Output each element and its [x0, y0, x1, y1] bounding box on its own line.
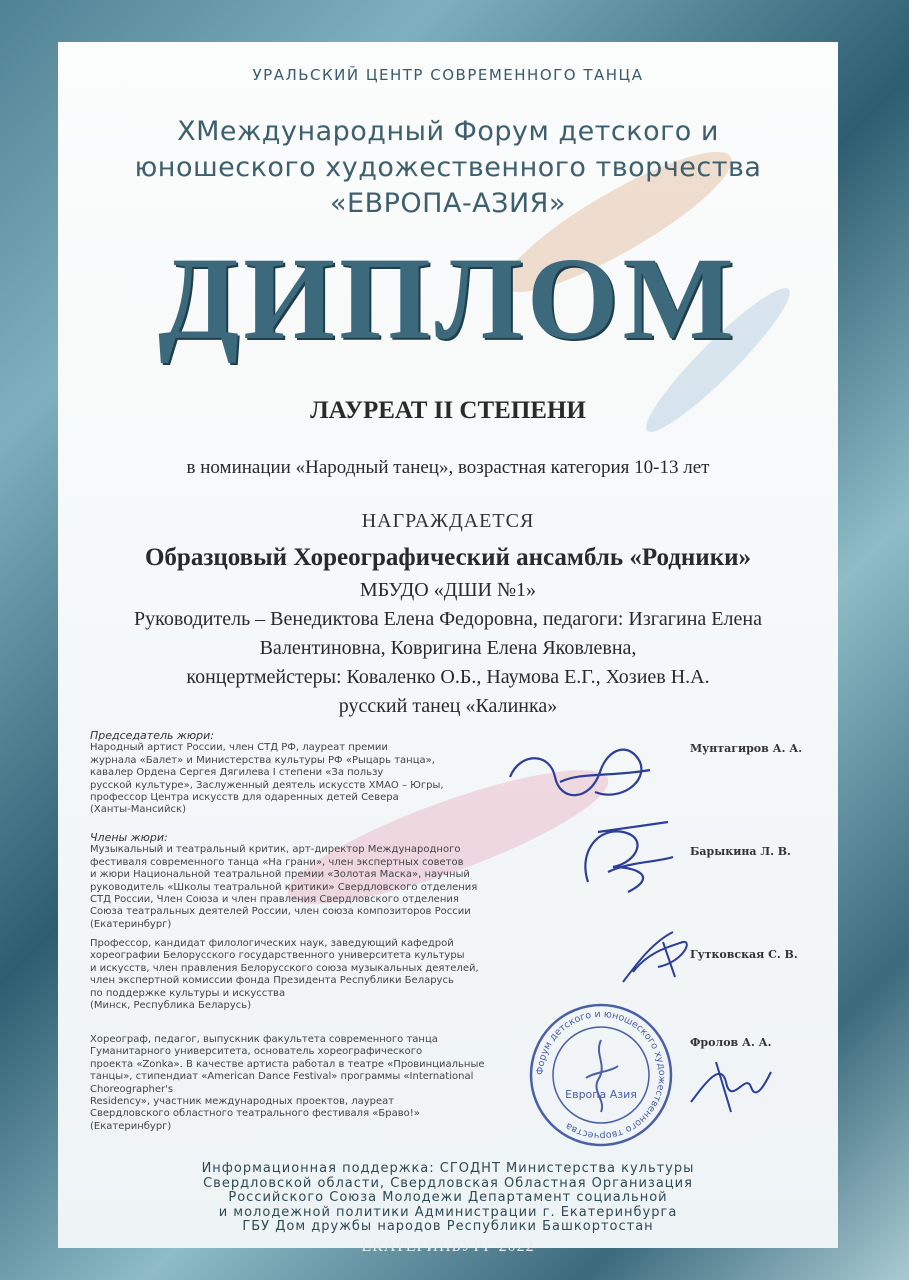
jury-text-line: журнала «Балет» и Министерства культуры РФ «Рыцарь танца», — [90, 754, 435, 766]
jury-text-line: СТД России, Член Союза и член правления Свердловского отделения — [90, 894, 459, 906]
jury-text-line: Народный артист России, член СТД РФ, лауреат премии — [90, 742, 388, 754]
leaders-line: русский танец «Калинка» — [338, 695, 558, 717]
jury-chair-heading: Председатель жюри: — [90, 729, 214, 742]
jury-member-block — [90, 1034, 530, 1133]
jury-text-line: профессор Центра искусств для одаренных детей Севера — [90, 792, 399, 804]
jury-text-line: и жюри Национальной театральной премии «Золотая Маска», научный — [90, 869, 470, 881]
jury-text-line: руководитель «Школы театральной критики» Свердловского отделения — [90, 881, 478, 893]
jury-text-line: Residency», участник международных проектов, лауреат — [90, 1096, 395, 1108]
jury-chair-block — [90, 730, 530, 817]
forum-stamp — [526, 1000, 676, 1150]
laureate-degree: ЛАУРЕАТ II СТЕПЕНИ — [310, 397, 586, 424]
jury-member-block — [90, 938, 530, 1012]
jury-text-line: (Екатеринбург) — [90, 1120, 172, 1132]
member-signature — [568, 812, 678, 902]
forum-title-line: XМеждународный Форум детского и — [177, 116, 719, 147]
member-signature — [613, 922, 703, 992]
jury-text-line: (Минск, Республика Беларусь) — [90, 1000, 252, 1012]
jury-text-line: Гуманитарного университета, основатель хореографического — [90, 1046, 423, 1058]
jury-text-line: русской культуре», Заслуженный деятель искусств ХМАО – Югры, — [90, 779, 444, 791]
forum-title-line: «ЕВРОПА-АЗИЯ» — [330, 188, 566, 219]
support-line: Информационная поддержка: СГОДНТ Министерства культуры — [201, 1161, 695, 1176]
forum-title — [58, 114, 838, 222]
jury-text-line: Хореограф, педагог, выпускник факультета современного танца — [90, 1034, 438, 1045]
support-line: Российского Союза Молодежи Департамент социальной — [228, 1190, 668, 1205]
leaders-line: концертмейстеры: Коваленко О.Б., Наумова Е.Г., Хозиев Н.А. — [186, 666, 710, 688]
stamp-ring-text: Форум детского и юношеского художественного творчества — [534, 1008, 668, 1142]
jury-member-name: Гутковская С. В. — [690, 948, 798, 961]
information-support — [58, 1162, 838, 1235]
recipient-name: Образцовый Хореографический ансамбль «Родники» — [144, 544, 752, 571]
school-name: МБУДО «ДШИ №1» — [359, 579, 537, 601]
chair-signature — [500, 732, 660, 812]
jury-text-line: (Екатеринбург) — [90, 918, 172, 930]
jury-text-line: проекта «Zonka». В качестве артиста работал в театре «Провинциальные — [90, 1058, 485, 1070]
jury-text-line: член экспертной комиссии фонда Президента Республики Беларусь — [90, 975, 454, 987]
nomination-text: в номинации «Народный танец», возрастная категория 10-13 лет — [186, 457, 710, 478]
jury-text-line: и искусств, член правления Белорусского союза музыкальных деятелей, — [90, 962, 479, 974]
leaders-line: Валентиновна, Ковригина Елена Яковлевна, — [259, 637, 637, 659]
jury-text-line: фестиваля современного танца «На грани», член экспертных советов — [90, 856, 464, 868]
awarded-label: НАГРАЖДАЕТСЯ — [361, 510, 535, 532]
jury-text-line: Музыкальный и театральный критик, арт-директор Международного — [90, 844, 461, 856]
city-year: ЕКАТЕРИНБУРГ 2022 — [361, 1238, 535, 1255]
diploma-title: ДИПЛОМ — [158, 233, 738, 364]
jury-members-heading: Члены жюри: — [90, 831, 168, 844]
jury-text-line: Свердловского областного театрального фестиваля «Браво!» — [90, 1108, 420, 1120]
diploma-sheet — [58, 42, 838, 1255]
support-line: и молодежной политики Администрации г. Екатеринбурга — [218, 1204, 678, 1220]
support-line: Свердловской области, Свердловская Областная Организация — [203, 1175, 693, 1191]
jury-member-name: Барыкина Л. В. — [690, 845, 791, 858]
jury-text-line: Профессор, кандидат филологических наук, заведующий кафедрой — [90, 938, 454, 949]
jury-text-line: по поддержке культуры и искусства — [90, 987, 286, 999]
forum-title-line: юношеского художественного творчества — [134, 152, 762, 183]
jury-text-line: Союза театральных деятелей России, член союза композиторов России — [90, 906, 471, 918]
organization-name: УРАЛЬСКИЙ ЦЕНТР СОВРЕМЕННОГО ТАНЦА — [252, 66, 644, 84]
jury-text-line: танцы», стипендиат «American Dance Festival» программы «International Choreographer's — [90, 1071, 474, 1095]
support-line: ГБУ Дом дружбы народов Республики Башкортостан — [242, 1219, 654, 1234]
jury-member-name: Фролов А. А. — [690, 1036, 772, 1049]
jury-text-line: кавалер Ордена Сергея Дягилева I степени «За пользу — [90, 767, 384, 779]
leaders-line: Руководитель – Венедиктова Елена Федоровна, педагоги: Изгагина Елена — [134, 608, 762, 630]
leaders-text — [58, 605, 838, 721]
jury-text-line: хореографии Белорусского государственного университета культуры — [90, 950, 465, 962]
jury-members-block — [90, 832, 530, 931]
member-signature — [686, 1052, 776, 1122]
jury-chair-name: Мунтагиров А. А. — [690, 742, 803, 755]
stamp-center-text: Европа Азия — [565, 1088, 637, 1101]
jury-text-line: (Ханты-Мансийск) — [90, 804, 186, 816]
